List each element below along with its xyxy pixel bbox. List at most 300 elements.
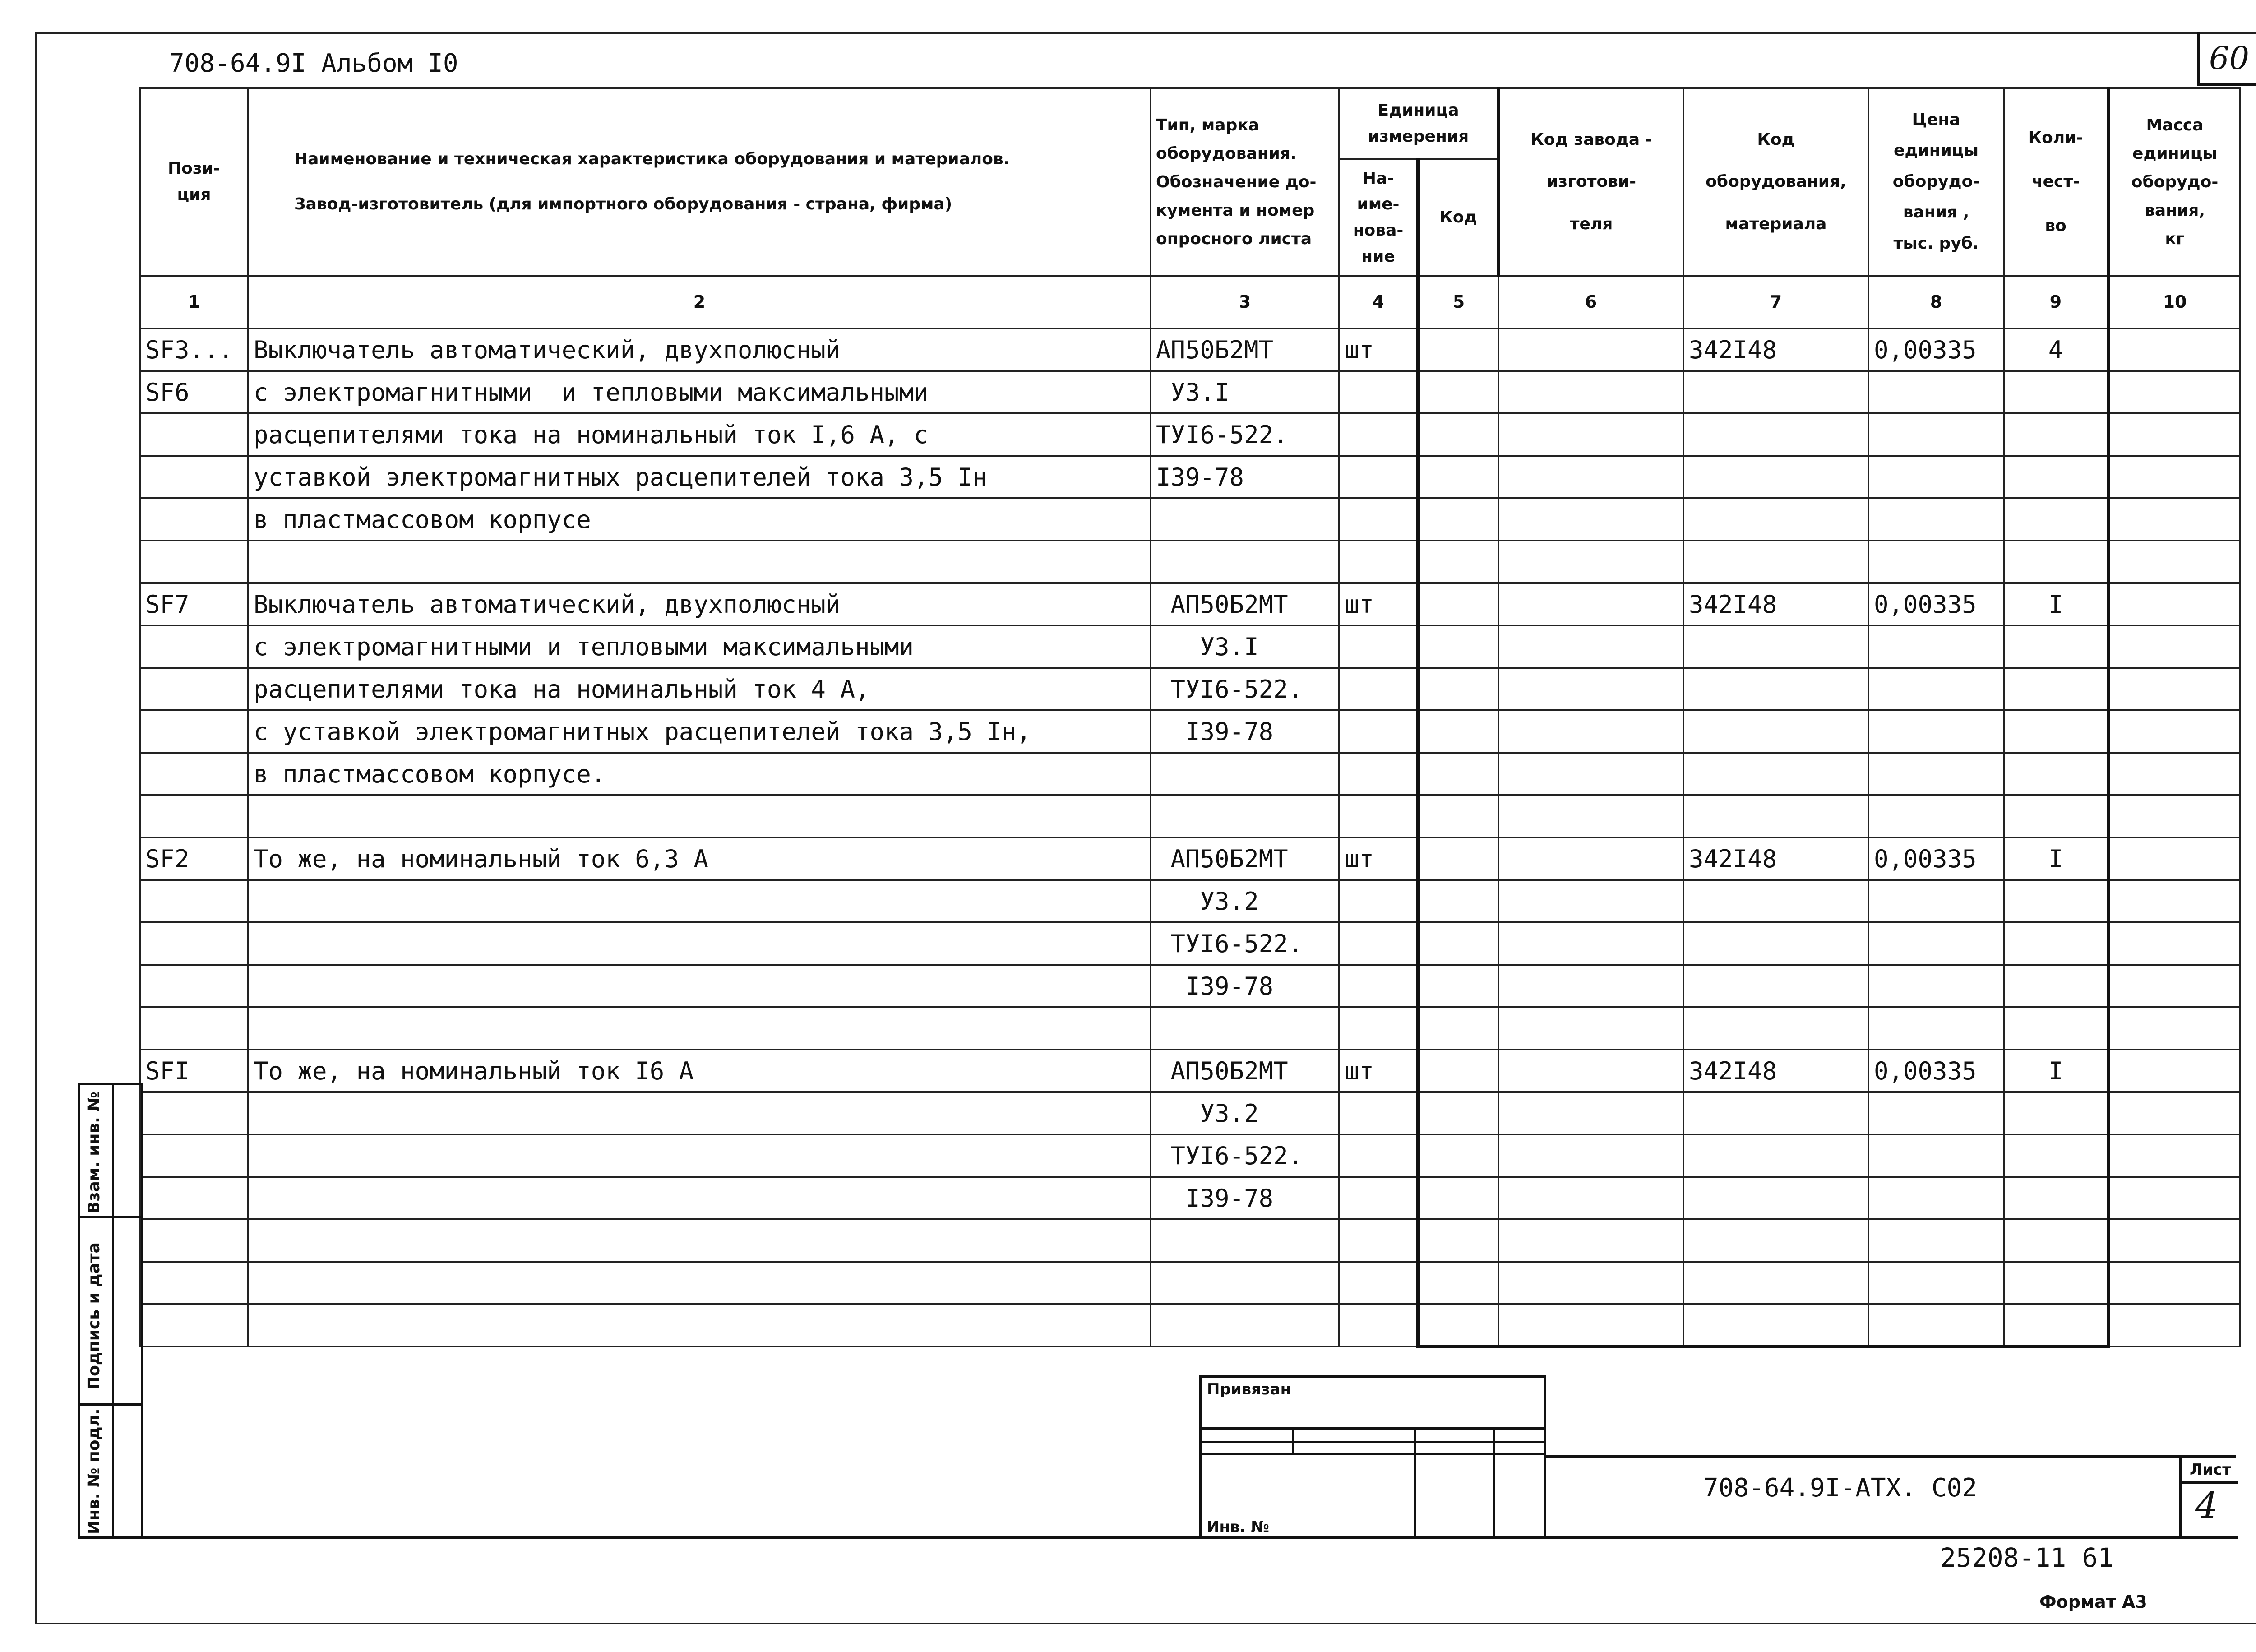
table-cell: I39-78 [1151, 965, 1339, 1007]
table-cell [1418, 1177, 1498, 1219]
privyazan-label: Привязан [1207, 1380, 1291, 1398]
table-cell [140, 413, 248, 456]
table-cell [248, 541, 1151, 583]
table-cell [2108, 1050, 2240, 1092]
table-cell [2108, 710, 2240, 753]
table-cell: с электромагнитными и тепловыми максимальными [248, 625, 1151, 668]
table-cell [1683, 1219, 1868, 1262]
table-cell [1683, 710, 1868, 753]
table-cell [1868, 1304, 2004, 1347]
table-cell [2108, 541, 2240, 583]
table-cell [1339, 668, 1418, 710]
table-cell [2108, 413, 2240, 456]
table-row [140, 1304, 2240, 1347]
table-row [140, 1007, 2240, 1050]
table-row [140, 413, 2240, 456]
table-cell [140, 710, 248, 753]
table-cell [2108, 625, 2240, 668]
column-number: 9 [2004, 276, 2108, 329]
archive-number: 25208-11 61 [1940, 1542, 2114, 1573]
table-cell: АП50Б2МТ [1151, 583, 1339, 625]
table-cell [1868, 710, 2004, 753]
header-type: Тип, марка оборудования. Обозначение до- кумента и номер опросного листа [1151, 88, 1339, 276]
table-cell [248, 922, 1151, 965]
table-cell [1498, 583, 1683, 625]
table-cell [1683, 625, 1868, 668]
table-cell: I [2004, 838, 2108, 880]
title-block-line [1546, 1455, 2236, 1458]
table-cell [140, 965, 248, 1007]
column-number: 2 [248, 276, 1151, 329]
table-cell [1683, 1092, 1868, 1134]
table-cell [2004, 965, 2108, 1007]
table-cell [1498, 1262, 1683, 1304]
table-cell [1868, 1219, 2004, 1262]
table-cell [1868, 753, 2004, 795]
table-cell [2004, 625, 2108, 668]
header-unit-code: Код [1418, 159, 1498, 276]
privyazan-grid [1199, 1428, 1546, 1539]
table-cell [2108, 922, 2240, 965]
table-cell [1498, 1177, 1683, 1219]
table-cell [1498, 456, 1683, 498]
table-cell [2108, 668, 2240, 710]
table-cell: УЗ.2 [1151, 1092, 1339, 1134]
table-cell: шт [1339, 329, 1418, 371]
table-cell: I39-78 [1151, 1177, 1339, 1219]
table-cell [1418, 1092, 1498, 1134]
table-cell [1498, 625, 1683, 668]
table-cell [140, 541, 248, 583]
table-cell [1498, 413, 1683, 456]
table-cell [2004, 1007, 2108, 1050]
header-equipment-code: Код оборудования, материала [1683, 88, 1868, 276]
table-cell [140, 668, 248, 710]
table-cell [1868, 498, 2004, 541]
table-cell [2004, 922, 2108, 965]
header-name: Наименование и техническая характеристика оборудования и материалов. Завод-изготовитель (для импортного оборудования - страна, фирма) [248, 88, 1151, 276]
table-cell [1868, 965, 2004, 1007]
table-cell [1339, 1134, 1418, 1177]
column-number: 4 [1339, 276, 1418, 329]
table-cell [1418, 329, 1498, 371]
table-cell [248, 1134, 1151, 1177]
table-cell [2004, 710, 2108, 753]
table-cell [2004, 456, 2108, 498]
table-cell [2108, 838, 2240, 880]
table-cell: 4 [2004, 329, 2108, 371]
table-cell [1418, 838, 1498, 880]
column-number: 5 [1418, 276, 1498, 329]
table-cell [1683, 922, 1868, 965]
table-cell [1683, 753, 1868, 795]
inv-no-label: Инв. № [1207, 1518, 1270, 1536]
header-unit-group: Единица измерения [1339, 88, 1498, 159]
table-cell [1683, 541, 1868, 583]
table-cell [1418, 1007, 1498, 1050]
table-cell [140, 753, 248, 795]
table-cell [1151, 1262, 1339, 1304]
table-cell: Выключатель автоматический, двухполюсный [248, 583, 1151, 625]
table-cell [1868, 1262, 2004, 1304]
table-cell [2108, 965, 2240, 1007]
table-cell [2004, 1177, 2108, 1219]
table-cell [1339, 625, 1418, 668]
table-cell [1498, 668, 1683, 710]
table-cell [1683, 668, 1868, 710]
table-cell [2004, 668, 2108, 710]
column-number: 8 [1868, 276, 2004, 329]
table-cell [1339, 1219, 1418, 1262]
table-cell [1498, 1134, 1683, 1177]
table-cell [140, 1092, 248, 1134]
table-row [140, 795, 2240, 838]
table-cell [1868, 1007, 2004, 1050]
table-cell [1339, 880, 1418, 922]
table-cell: 342I48 [1683, 838, 1868, 880]
table-cell [1498, 880, 1683, 922]
table-cell: 0,00335 [1868, 329, 2004, 371]
table-cell [140, 1262, 248, 1304]
table-cell [1151, 498, 1339, 541]
table-cell [2108, 753, 2240, 795]
table-cell [1683, 371, 1868, 413]
table-cell [248, 1262, 1151, 1304]
table-cell [1683, 1262, 1868, 1304]
table-cell: ТУI6-522. [1151, 1134, 1339, 1177]
table-cell [1151, 1007, 1339, 1050]
table-cell: Выключатель автоматический, двухполюсный [248, 329, 1151, 371]
table-cell [140, 456, 248, 498]
header-unit-name: На- име- нова- ние [1339, 159, 1418, 276]
table-cell [1868, 880, 2004, 922]
table-cell: SF7 [140, 583, 248, 625]
table-cell: 0,00335 [1868, 838, 2004, 880]
table-cell [1498, 498, 1683, 541]
table-cell: ТУI6-522. [1151, 668, 1339, 710]
table-row [140, 498, 2240, 541]
table-cell: ТУI6-522. [1151, 413, 1339, 456]
table-cell [1418, 922, 1498, 965]
table-cell [1498, 710, 1683, 753]
table-cell [140, 795, 248, 838]
table-cell [1868, 413, 2004, 456]
table-cell: 0,00335 [1868, 583, 2004, 625]
table-cell [1339, 371, 1418, 413]
table-cell [1868, 625, 2004, 668]
table-cell [1498, 1219, 1683, 1262]
table-row [140, 371, 2240, 413]
table-cell [1151, 1304, 1339, 1347]
table-cell: расцепителями тока на номинальный ток I,6 А, с [248, 413, 1151, 456]
table-cell [2108, 1304, 2240, 1347]
table-cell: SF3... [140, 329, 248, 371]
table-cell [140, 1134, 248, 1177]
table-cell [1498, 1304, 1683, 1347]
table-cell [1868, 668, 2004, 710]
table-cell [1418, 541, 1498, 583]
table-cell: с электромагнитными и тепловыми максимальными [248, 371, 1151, 413]
column-number: 3 [1151, 276, 1339, 329]
table-cell [1339, 1092, 1418, 1134]
table-cell [1418, 1050, 1498, 1092]
table-cell [1498, 1007, 1683, 1050]
table-cell [248, 1092, 1151, 1134]
table-cell [1683, 413, 1868, 456]
table-cell: 342I48 [1683, 583, 1868, 625]
table-cell [1339, 1262, 1418, 1304]
table-row [140, 625, 2240, 668]
table-cell [1498, 329, 1683, 371]
privyazan-box [1199, 1375, 1546, 1430]
table-cell: I [2004, 583, 2108, 625]
table-cell: I [2004, 1050, 2108, 1092]
table-cell: АП50Б2МТ [1151, 329, 1339, 371]
table-row [140, 1219, 2240, 1262]
table-cell [1683, 1134, 1868, 1177]
table-cell [1683, 456, 1868, 498]
table-cell [2004, 1219, 2108, 1262]
table-cell [1868, 1092, 2004, 1134]
table-cell [1868, 371, 2004, 413]
table-row [140, 329, 2240, 371]
table-cell: ТУI6-522. [1151, 922, 1339, 965]
header-quantity: Коли- чест- во [2004, 88, 2108, 276]
table-cell [248, 795, 1151, 838]
table-row [140, 880, 2240, 922]
table-cell [2004, 413, 2108, 456]
table-cell [1868, 1134, 2004, 1177]
table-cell [2108, 880, 2240, 922]
table-cell [1683, 1304, 1868, 1347]
table-cell [1339, 710, 1418, 753]
table-cell: УЗ.I [1151, 625, 1339, 668]
table-cell [1498, 795, 1683, 838]
table-cell [2108, 498, 2240, 541]
column-number: 6 [1498, 276, 1683, 329]
table-cell [1418, 1304, 1498, 1347]
table-cell [1339, 498, 1418, 541]
table-cell [1418, 965, 1498, 1007]
table-cell [1339, 795, 1418, 838]
table-cell: в пластмассовом корпусе. [248, 753, 1151, 795]
table-cell [1868, 456, 2004, 498]
table-cell: шт [1339, 838, 1418, 880]
table-cell [2108, 795, 2240, 838]
table-row [140, 583, 2240, 625]
table-cell: SFI [140, 1050, 248, 1092]
table-cell [1418, 1219, 1498, 1262]
table-cell [1868, 795, 2004, 838]
table-cell [140, 922, 248, 965]
sheet-number: 4 [2195, 1485, 2218, 1527]
table-cell [140, 1304, 248, 1347]
table-cell [1683, 498, 1868, 541]
column-number: 7 [1683, 276, 1868, 329]
table-cell [1339, 922, 1418, 965]
table-cell [248, 1007, 1151, 1050]
table-cell [248, 1219, 1151, 1262]
table-cell: уставкой электромагнитных расцепителей тока 3,5 Iн [248, 456, 1151, 498]
table-cell [2108, 1177, 2240, 1219]
specification-table [139, 87, 2241, 1348]
table-cell [1498, 1050, 1683, 1092]
table-cell [1418, 413, 1498, 456]
table-cell: с уставкой электромагнитных расцепителей тока 3,5 Iн, [248, 710, 1151, 753]
table-cell [140, 1007, 248, 1050]
table-cell [1418, 1262, 1498, 1304]
table-cell [1151, 1219, 1339, 1262]
table-row [140, 1177, 2240, 1219]
table-row [140, 541, 2240, 583]
table-row [140, 922, 2240, 965]
table-cell [2004, 498, 2108, 541]
table-cell [2004, 795, 2108, 838]
page-number: 60 [2197, 32, 2256, 86]
table-cell: SF2 [140, 838, 248, 880]
table-cell [2108, 1262, 2240, 1304]
sheet-box [2179, 1455, 2238, 1539]
table-cell [1868, 1177, 2004, 1219]
table-cell: SF6 [140, 371, 248, 413]
table-cell [2004, 1304, 2108, 1347]
table-cell: шт [1339, 583, 1418, 625]
document-code: 708-64.9I-АТХ. С02 [1703, 1473, 1977, 1503]
table-cell [248, 880, 1151, 922]
table-cell [1868, 922, 2004, 965]
table-row [140, 456, 2240, 498]
table-cell: УЗ.I [1151, 371, 1339, 413]
table-cell [1418, 795, 1498, 838]
table-cell: I39-78 [1151, 456, 1339, 498]
table-cell [1151, 795, 1339, 838]
table-cell [2108, 329, 2240, 371]
table-cell [140, 880, 248, 922]
table-cell [1418, 880, 1498, 922]
table-row [140, 1262, 2240, 1304]
table-cell: АП50Б2МТ [1151, 838, 1339, 880]
table-cell [1418, 625, 1498, 668]
table-cell: 342I48 [1683, 329, 1868, 371]
column-number: 10 [2108, 276, 2240, 329]
table-cell [248, 965, 1151, 1007]
table-cell [1339, 1304, 1418, 1347]
table-cell: шт [1339, 1050, 1418, 1092]
table-cell [140, 1177, 248, 1219]
table-cell: I39-78 [1151, 710, 1339, 753]
table-cell [1498, 753, 1683, 795]
table-cell: в пластмассовом корпусе [248, 498, 1151, 541]
table-cell [140, 625, 248, 668]
table-cell [1339, 1007, 1418, 1050]
table-cell: То же, на номинальный ток I6 А [248, 1050, 1151, 1092]
table-row [140, 710, 2240, 753]
table-cell [1151, 753, 1339, 795]
table-cell [1498, 371, 1683, 413]
sidebar-label-signature: Подпись и дата [85, 1242, 103, 1390]
header-factory-code: Код завода - изготови- теля [1498, 88, 1683, 276]
table-cell [1418, 668, 1498, 710]
table-cell [2108, 456, 2240, 498]
table-cell [2108, 1092, 2240, 1134]
table-cell [1498, 922, 1683, 965]
table-cell [2108, 1007, 2240, 1050]
table-cell [1418, 456, 1498, 498]
table-cell [140, 1219, 248, 1262]
table-cell [1339, 1177, 1418, 1219]
table-row [140, 1134, 2240, 1177]
table-cell [1339, 413, 1418, 456]
table-cell [1868, 541, 2004, 583]
table-cell [1339, 965, 1418, 1007]
table-cell [1683, 1177, 1868, 1219]
table-cell [2004, 1092, 2108, 1134]
frame-bottom-line [142, 1536, 2238, 1539]
header-position: Пози- ция [140, 88, 248, 276]
header-mass: Масса единицы оборудо- вания, кг [2108, 88, 2240, 276]
sheet-label: Лист [2190, 1461, 2231, 1479]
column-number: 1 [140, 276, 248, 329]
table-cell [1418, 583, 1498, 625]
table-row [140, 965, 2240, 1007]
album-code: 708-64.9I Альбом I0 [169, 49, 458, 78]
table-cell [2004, 371, 2108, 413]
table-cell: То же, на номинальный ток 6,3 А [248, 838, 1151, 880]
table-cell [1418, 1134, 1498, 1177]
table-row [140, 838, 2240, 880]
table-cell [2108, 371, 2240, 413]
sidebar-label-original-inv: Инв. № подл. [85, 1408, 103, 1534]
table-cell: 342I48 [1683, 1050, 1868, 1092]
table-cell: расцепителями тока на номинальный ток 4 А, [248, 668, 1151, 710]
table-cell [2108, 1134, 2240, 1177]
table-cell [2004, 541, 2108, 583]
table-cell [1418, 710, 1498, 753]
table-cell [1418, 498, 1498, 541]
sidebar-divider [112, 1083, 114, 1539]
table-cell: 0,00335 [1868, 1050, 2004, 1092]
table-cell [1418, 753, 1498, 795]
table-cell [2108, 583, 2240, 625]
table-cell [1339, 753, 1418, 795]
header-price: Цена единицы оборудо- вания , тыс. руб. [1868, 88, 2004, 276]
table-cell [1498, 965, 1683, 1007]
table-cell [1339, 456, 1418, 498]
table-cell [248, 1304, 1151, 1347]
table-cell [1498, 1092, 1683, 1134]
table-cell [1683, 880, 1868, 922]
table-cell [2004, 880, 2108, 922]
table-cell [1339, 541, 1418, 583]
table-cell [1151, 541, 1339, 583]
table-cell [1683, 965, 1868, 1007]
table-cell: АП50Б2МТ [1151, 1050, 1339, 1092]
table-cell [2108, 1219, 2240, 1262]
table-cell [248, 1177, 1151, 1219]
table-cell [1418, 371, 1498, 413]
table-cell [1683, 795, 1868, 838]
table-cell [1683, 1007, 1868, 1050]
format-label: Формат А3 [2039, 1592, 2147, 1612]
table-cell [1498, 838, 1683, 880]
table-row [140, 1050, 2240, 1092]
table-cell [2004, 1262, 2108, 1304]
table-row [140, 753, 2240, 795]
table-cell: УЗ.2 [1151, 880, 1339, 922]
table-cell [1498, 541, 1683, 583]
table-cell [2004, 753, 2108, 795]
sidebar-label-replace-inv: Взам. инв. № [85, 1092, 103, 1214]
